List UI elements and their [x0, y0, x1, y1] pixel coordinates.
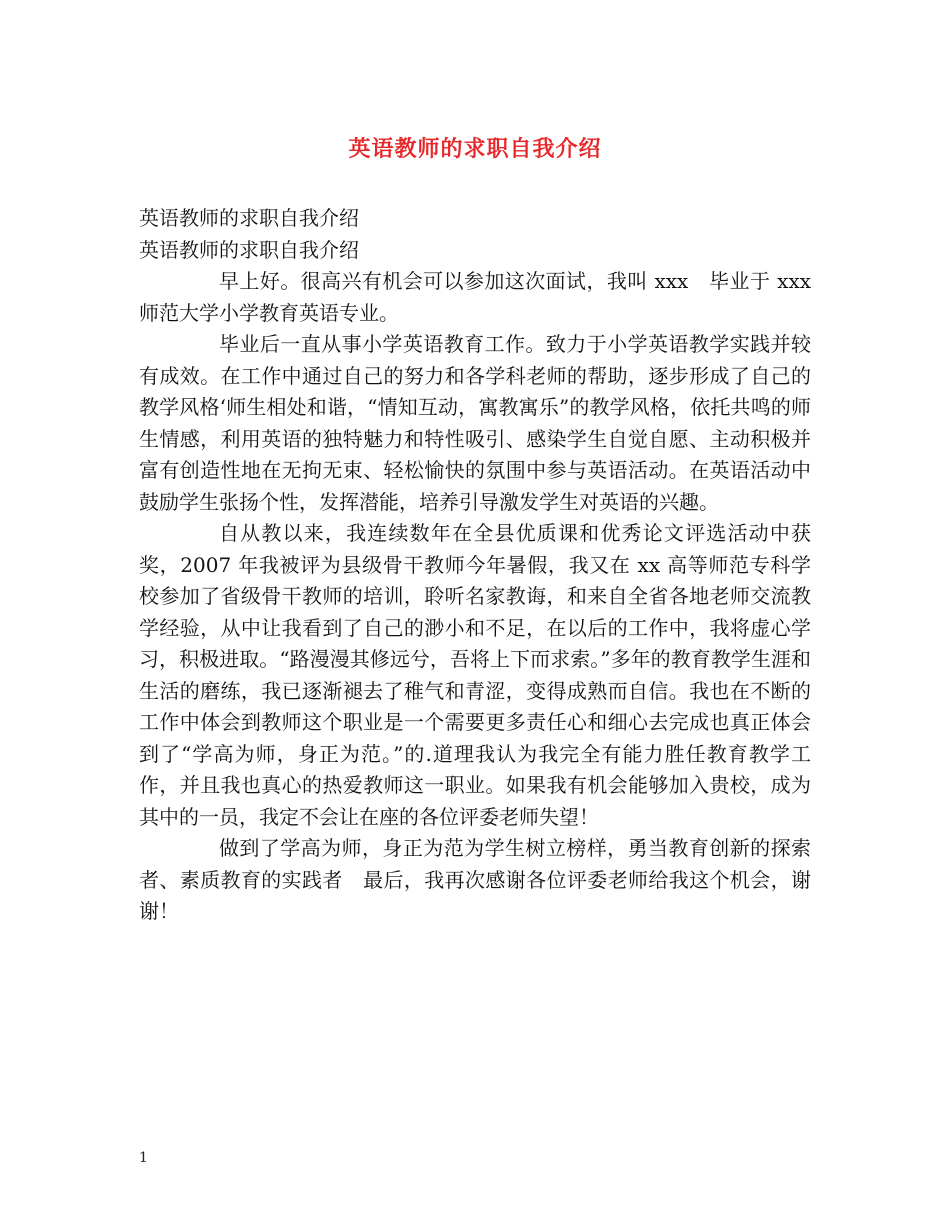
document-body — [139, 203, 811, 928]
paragraph: 早上好。很高兴有机会可以参加这次面试，我叫 xxx 毕业于 xxx 师范大学小学教育英语专业。 — [139, 269, 811, 325]
document-title: 英语教师的求职自我介绍 — [348, 136, 602, 162]
paragraph: 毕业后一直从事小学英语教育工作。致力于小学英语教学实践并较有成效。在工作中通过自己的努力和各学科老师的帮助，逐步形成了自己的教学风格‘师生相处和谐，“情知互动，寓教寓乐”的教学风格，依托共鸣的师生情感，利用英语的独特魅力和特性吸引、感染学生自觉自愿、主动积极并富有创造性地在无拘无束、轻松愉快的氛围中参与英语活动。在英语活动中鼓励学生张扬个性，发挥潜能，培养引导激发学生对英语的兴趣。 — [139, 332, 811, 514]
paragraph: 自从教以来，我连续数年在全县优质课和优秀论文评选活动中获奖，2007 年我被评为县级骨干教师今年暑假，我又在 xx 高等师范专科学校参加了省级骨干教师的培训，聆听名家教诲，和来自全省各地老师交流教学经验，从中让我看到了自己的渺小和不足，在以后的工作中，我将虚心学习，积极进取。“路漫漫其修远兮，吾将上下而求索。”多年的教育教学生涯和生活的磨练，我已逐渐褪去了稚气和青涩，变得成熟而自信。我也在不断的工作中体会到教师这个职业是一个需要更多责任心和细心去完成也真正体会到了“学高为师，身正为范。”的.道理我认为我完全有能力胜任教育教学工作，并且我也真心的热爱教师这一职业。如果我有机会能够加入贵校，成为其中的一员，我定不会让在座的各位评委老师失望！ — [139, 521, 811, 829]
page-number: 1 — [139, 1150, 148, 1166]
subheading: 英语教师的求职自我介绍 — [139, 206, 359, 230]
subheading: 英语教师的求职自我介绍 — [139, 237, 359, 262]
paragraph: 做到了学高为师，身正为范为学生树立榜样，勇当教育创新的探索者、素质教育的实践者 最后，我再次感谢各位评委老师给我这个机会，谢谢！ — [139, 836, 811, 923]
